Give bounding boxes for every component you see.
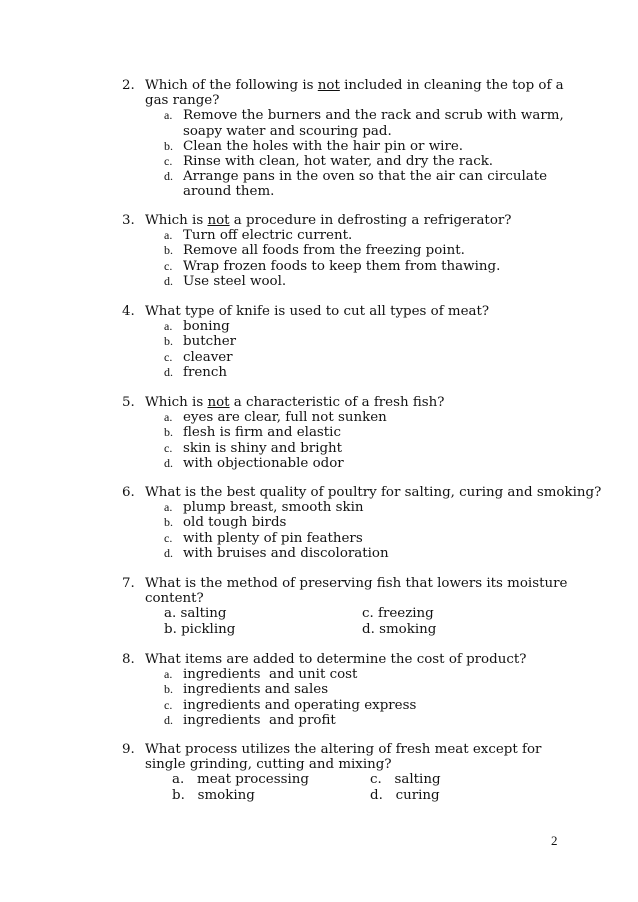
option-a: a. plump breast, smooth skin xyxy=(164,500,364,516)
option-b: b. Clean the holes with the hair pin or wire. xyxy=(164,138,464,154)
option-d: d. with objectionable odor xyxy=(164,455,344,471)
options-grid xyxy=(164,606,582,636)
underlined-word: not xyxy=(207,213,230,228)
option-a: a. ingredients and unit cost xyxy=(164,667,358,683)
question-text: What is the best quality of poultry for salting, curing and smoking? xyxy=(145,485,602,500)
option-a: a. eyes are clear, full not sunken xyxy=(164,410,387,426)
options-list xyxy=(164,667,582,728)
question-8 xyxy=(122,652,582,728)
question-3 xyxy=(122,213,582,289)
question-7 xyxy=(122,576,582,637)
option-d: d. curing xyxy=(370,787,440,803)
options-grid xyxy=(172,772,582,802)
option-c: c. freezing xyxy=(362,606,434,622)
question-5 xyxy=(122,395,582,471)
option-a: a. Turn off electric current. xyxy=(164,228,353,244)
question-text: Which is not a characteristic of a fresh fish? xyxy=(145,395,445,410)
option-a: a. boning xyxy=(164,319,230,335)
option-b: b. butcher xyxy=(164,334,237,350)
question-text: Which is not a procedure in defrosting a refrigerator? xyxy=(145,213,512,228)
option-b: b. old tough birds xyxy=(164,515,287,531)
question-number: 5. xyxy=(122,395,135,410)
option-d: d. ingredients and profit xyxy=(164,712,336,728)
question-text: What items are added to determine the cost of product? xyxy=(145,652,527,667)
page-number: 2 xyxy=(551,833,558,848)
underlined-word: not xyxy=(207,395,230,410)
option-b: b. pickling xyxy=(164,621,236,637)
option-a: a. salting xyxy=(164,606,227,622)
question-number: 3. xyxy=(122,213,135,228)
options-list xyxy=(164,500,592,561)
options-list xyxy=(164,228,582,289)
option-d: d. french xyxy=(164,364,228,380)
option-c: c. ingredients and operating express xyxy=(164,697,417,713)
option-b: b. flesh is firm and elastic xyxy=(164,425,341,441)
option-d: d. Arrange pans in the oven so that the air can circulate around them. xyxy=(164,169,548,200)
question-text: Which of the following is not included in cleaning the top of a gas range? xyxy=(145,78,564,109)
option-b: b. ingredients and sales xyxy=(164,682,329,698)
question-9 xyxy=(122,742,582,803)
question-text: What type of knife is used to cut all types of meat? xyxy=(145,304,490,319)
option-c: c. Wrap frozen foods to keep them from thawing. xyxy=(164,258,501,274)
option-c: c. skin is shiny and bright xyxy=(164,440,343,456)
option-d: d. Use steel wool. xyxy=(164,273,287,289)
question-text: What is the method of preserving fish that lowers its moisture content? xyxy=(145,576,568,607)
option-c: c. cleaver xyxy=(164,349,233,365)
question-4 xyxy=(122,304,582,380)
option-b: b. Remove all foods from the freezing point. xyxy=(164,243,465,259)
question-number: 6. xyxy=(122,485,135,500)
option-a: a. Remove the burners and the rack and scrub with warm, soapy water and scouring pad. xyxy=(164,108,564,139)
option-a: a. meat processing xyxy=(172,772,309,788)
question-6 xyxy=(122,485,602,561)
question-number: 9. xyxy=(122,742,135,757)
option-c: c. with plenty of pin feathers xyxy=(164,530,363,546)
options-list xyxy=(164,108,582,199)
question-number: 7. xyxy=(122,576,135,591)
question-text: What process utilizes the altering of fresh meat except for single grinding, cutting and mixing? xyxy=(145,742,542,773)
question-number: 4. xyxy=(122,304,135,319)
underlined-word: not xyxy=(317,78,340,93)
question-number: 8. xyxy=(122,652,135,667)
question-2 xyxy=(122,78,582,200)
options-list xyxy=(164,319,582,380)
option-b: b. smoking xyxy=(172,787,255,803)
option-c: c. salting xyxy=(370,772,441,788)
question-number: 2. xyxy=(122,78,135,93)
option-d: d. with bruises and discoloration xyxy=(164,545,389,561)
option-c: c. Rinse with clean, hot water, and dry the rack. xyxy=(164,154,494,170)
options-list xyxy=(164,410,582,471)
option-d: d. smoking xyxy=(362,621,437,637)
